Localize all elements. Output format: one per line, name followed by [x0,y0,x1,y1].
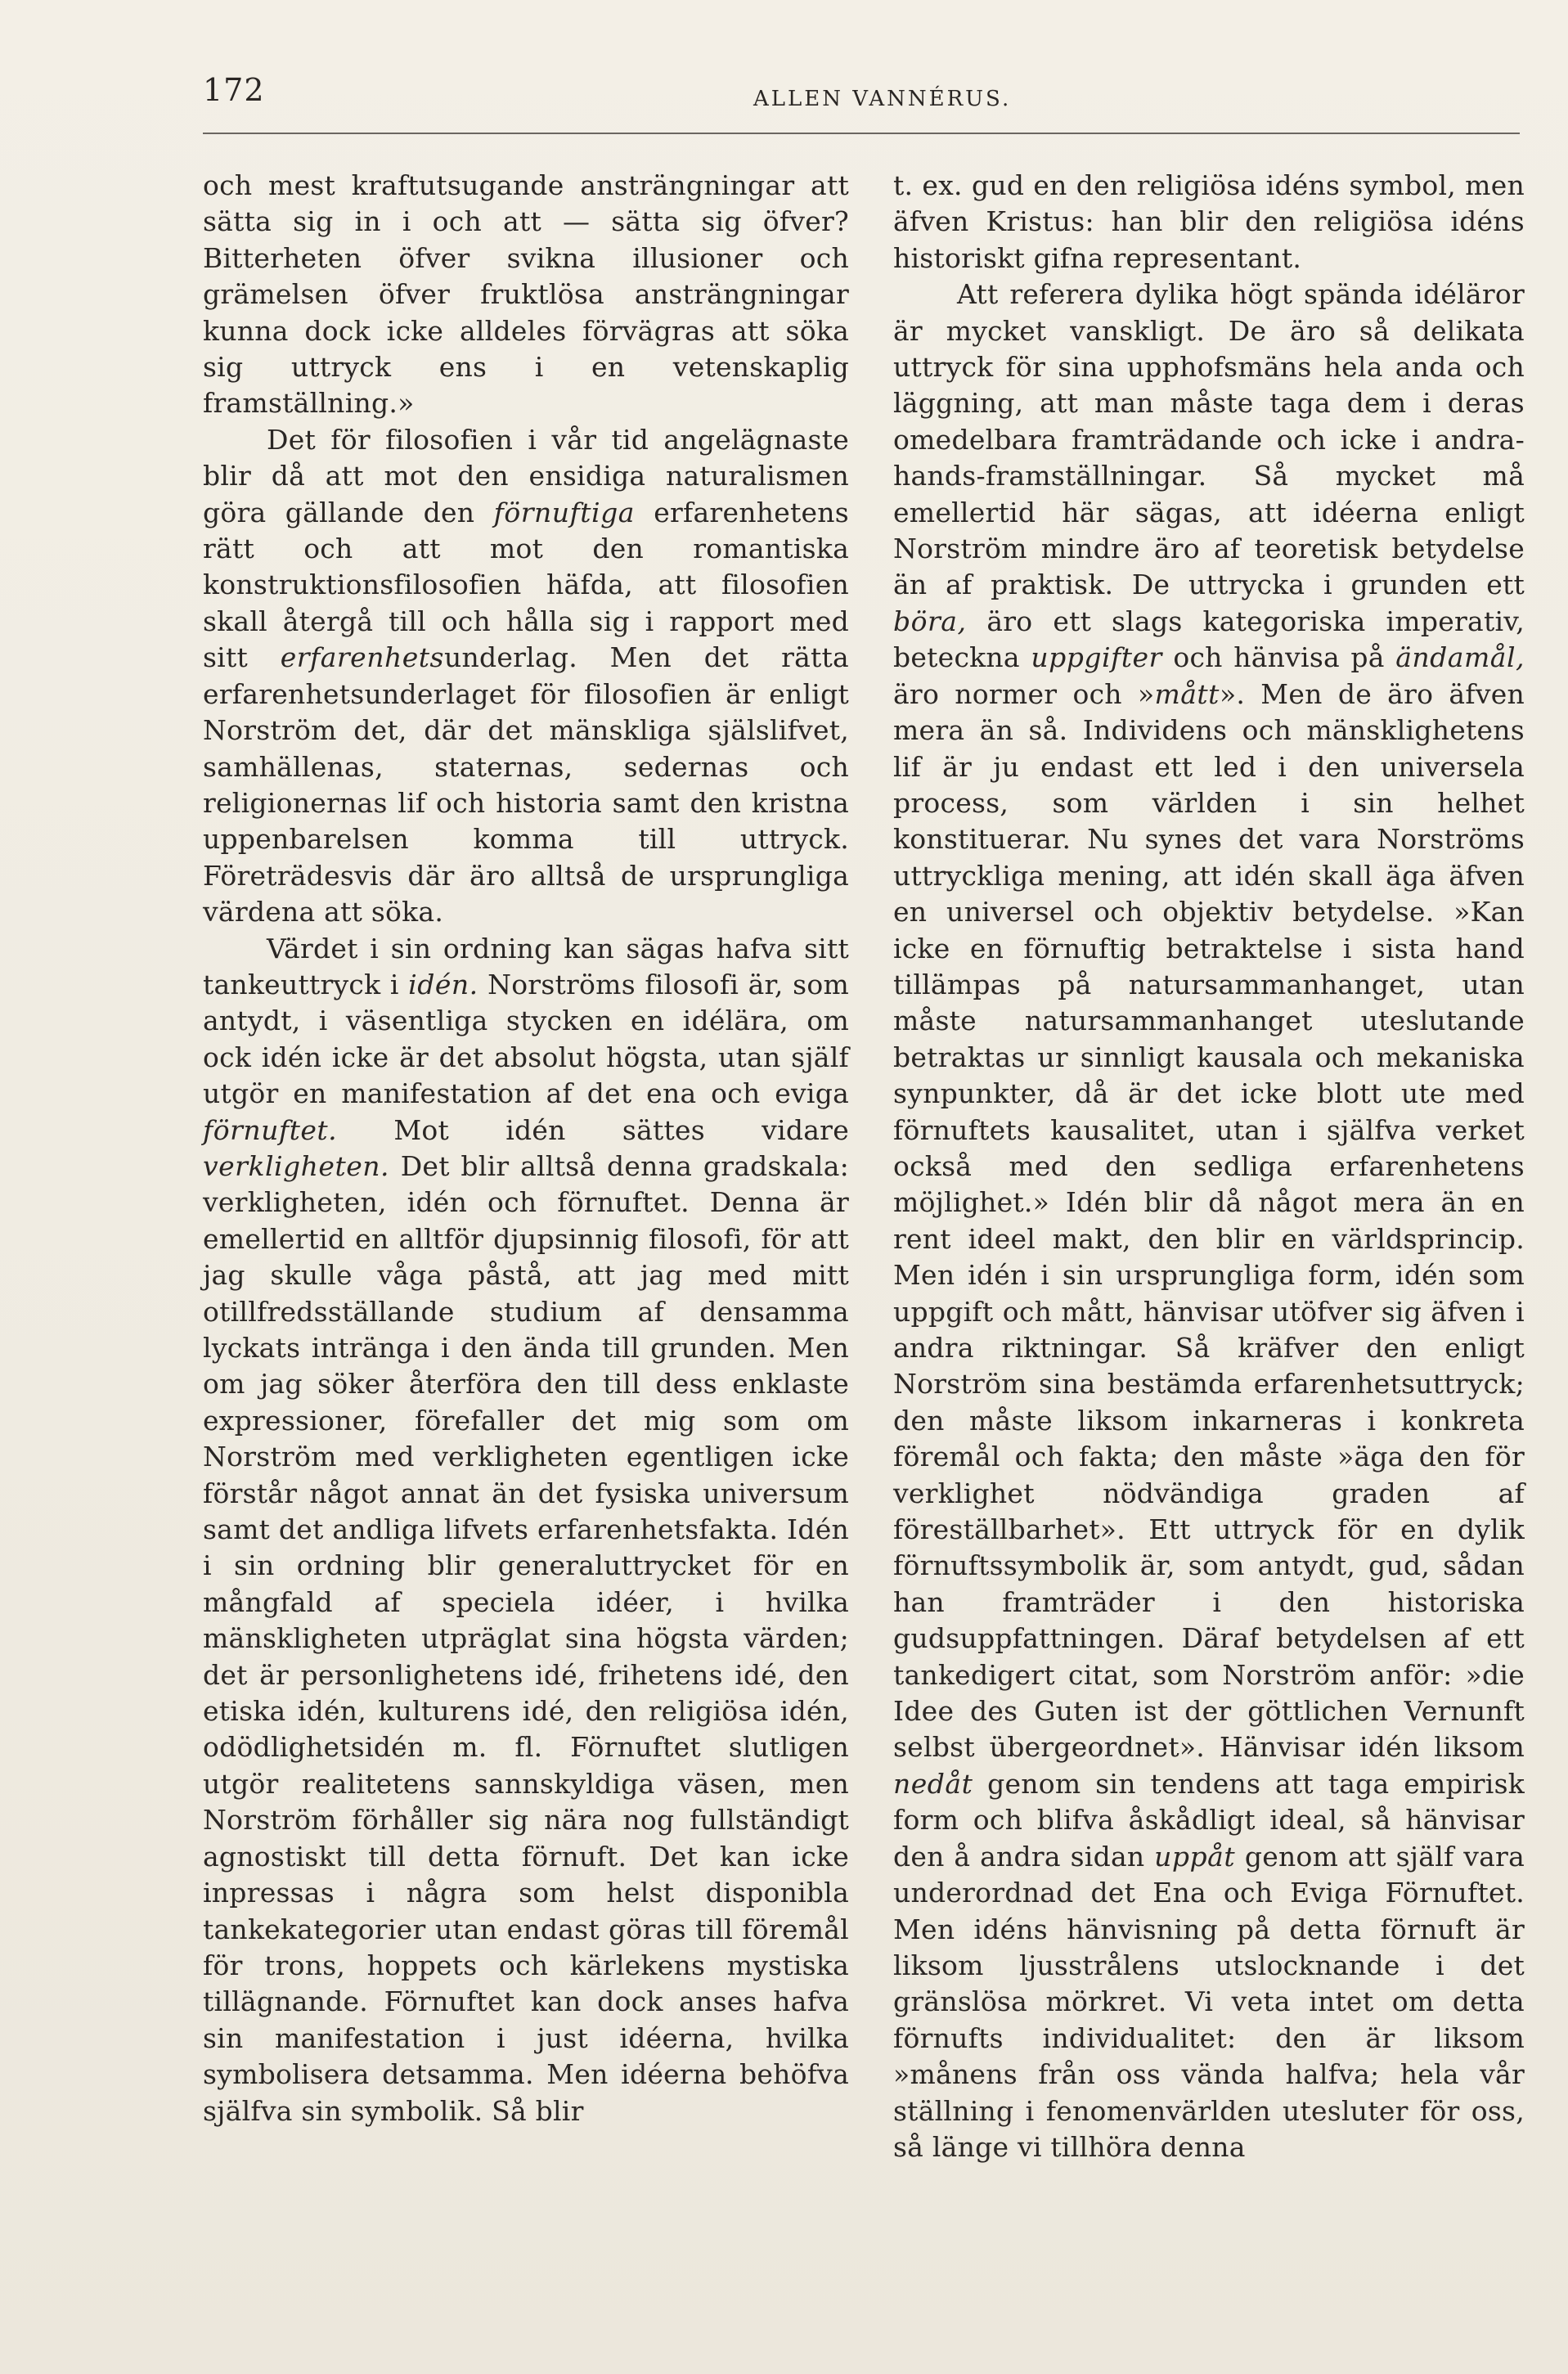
body-text: genom sin tendens att taga empirisk form och blifva åskådligt ideal, så hänvisar den å andra sidan [893,1767,1525,1873]
body-text: Att referera dylika högt spända idéläror är mycket vanskligt. De äro så delikata uttryck för sina upphofsmäns hela anda och läggning, att man måste taga dem i deras omedelbara framträdande och icke i andra-hands-framställningar. Så mycket må emellertid här sägas, att idéerna enligt Norström mindre äro af teoretisk betydelse än af praktisk. De uttrycka i grunden ett [893,278,1525,601]
body-text: Norströms filosofi är, som antydt, i väsentliga stycken en idélära, om ock idén icke är det absolut högsta, utan själf utgör en manifestation af det ena och eviga [203,968,849,1110]
page-header [203,72,1521,121]
paragraph [203,422,849,931]
italic-text: uppåt [1154,1840,1236,1873]
italic-text: förnuftiga [493,496,635,528]
left-text-column [203,168,849,2129]
body-text: Värdet i sin ordning kan sägas hafva sitt tankeuttryck i [203,932,849,1000]
body-text: underlag. Men det rätta erfarenhetsunderlaget för filosofien är enligt Norström det, där det mänskliga själslifvet, samhällenas, staternas, sedernas och religionernas lif och historia samt den kristna uppenbarelsen komma till uttryck. Företrädesvis där äro alltså de ursprungliga värdena att söka. [203,641,849,928]
body-text: genom att själf vara underordnad det Ena och Eviga Förnuftet. Men idéns hänvisning på detta förnuft är liksom ljusstrålens utslocknande i det gränslösa mörkret. Vi veta intet om detta förnufts individualitet: den är liksom »månens från oss vända halfva; hela vår ställning i fenomenvärlden utesluter för oss, så länge vi tillhöra denna [893,1840,1525,2163]
body-text: erfarenhetens rätt och att mot den romantiska konstruktionsfilosofien häfda, att filosofien skall återgå till och hålla sig i rapport med sitt [203,496,849,674]
body-text: Det blir alltså denna gradskala: verkligheten, idén och förnuftet. Denna är emellertid en alltför djupsinnig filosofi, för att jag skulle våga påstå, att jag med mitt otillfredsställande studium af densamma lyckats intränga i den ända till grunden. Men om jag söker återföra den till dess enklaste expressioner, förefaller det mig som om Norström med verkligheten egentligen icke förstår något annat än det fysiska universum samt det andliga lifvets erfarenhetsfakta. Idén i sin ordning blir generaluttrycket för en mångfald af speciela idéer, i hvilka mänskligheten utpräglat sina högsta värden; det är personlighetens idé, frihetens idé, den etiska idén, kulturens idé, den religiösa idén, odödlighetsidén m. fl. Förnuftet slutligen utgör realitetens sannskyldiga väsen, men Norström förhåller sig nära nog fullständigt agnostiskt till detta förnuft. Det kan icke inpressas i några som helst disponibla tankekategorier utan endast göras till föremål för trons, hoppets och kärlekens mystiska tillägnande. Förnuftet kan dock anses hafva sin manifestation i just idéerna, hvilka symbolisera detsamma. Men idéerna behöfva själfva sin symbolik. Så blir [203,1149,849,2127]
italic-text: uppgifter [1031,641,1162,674]
running-head: ALLEN VANNÉRUS. [753,87,1012,111]
paragraph [893,277,1525,2165]
body-text: och mest kraftutsugande ansträngningar att sätta sig in i och att — sätta sig öfver? Bitterheten öfver svikna illusioner och grämelsen öfver fruktlösa ansträngningar kunna dock icke alldeles förvägras att söka sig uttryck ens i en vetenskaplig framställning.» [203,169,849,420]
italic-text: verkligheten. [203,1149,389,1182]
paragraph [893,168,1525,277]
header-rule [203,133,1520,134]
italic-text: erfarenhets [280,641,444,674]
right-text-column [893,168,1525,2165]
italic-text: förnuftet. [203,1113,338,1146]
italic-text: mått [1154,677,1220,710]
body-text: Mot idén sättes vidare [337,1113,849,1146]
italic-text: ändamål, [1395,641,1525,674]
body-text: t. ex. gud en den religiösa idéns symbol, men äfven Kristus: han blir den religiösa idéns historiskt gifna representant. [893,169,1525,274]
paragraph [203,931,849,2129]
italic-text: nedåt [893,1767,973,1800]
italic-text: böra, [893,605,967,637]
italic-text: idén. [408,968,478,1000]
page-number: 172 [203,72,265,108]
body-text: Det för filosofien i vår tid angelägnaste blir då att mot den ensidiga naturalismen göra gällande den [203,423,849,528]
paragraph [203,168,849,422]
body-text: och hänvisa på [1161,641,1396,674]
body-text: ». Men de äro äfven mera än så. Individens och mänsklighetens lif är ju endast ett led i den universela process, som världen i sin helhet konstituerar. Nu synes det vara Norströms uttryckliga mening, att idén skall äga äfven en universel och objektiv betydelse. »Kan icke en förnuftig betraktelse i sista hand tillämpas på natursammanhanget, utan måste natursammanhanget uteslutande betraktas ur sinnligt kausala och mekaniska synpunkter, då är det icke blott ute med förnuftets kausalitet, utan i själfva verket också med den sedliga erfarenhetens möjlighet.» Idén blir då något mera än en rent ideel makt, den blir en världsprincip. Men idén i sin ursprungliga form, idén som uppgift och mått, hänvisar utöfver sig äfven i andra riktningar. Så kräfver den enligt Norström sina bestämda erfarenhetsuttryck; den måste liksom inkarneras i konkreta föremål och fakta; den måste »äga den för verklighet nödvändiga graden af föreställbarhet». Ett uttryck för en dylik förnuftssymbolik är, som antydt, gud, sådan han framträder i den historiska gudsuppfattningen. Däraf betydelsen af ett tankedigert citat, som Norström anför: »die Idee des Guten ist der göttlichen Vernunft selbst übergeordnet». Hänvisar idén liksom [893,677,1525,1764]
body-text: äro ett slags kategoriska imperativ, beteckna [893,605,1525,674]
body-text: äro normer och » [893,677,1155,710]
